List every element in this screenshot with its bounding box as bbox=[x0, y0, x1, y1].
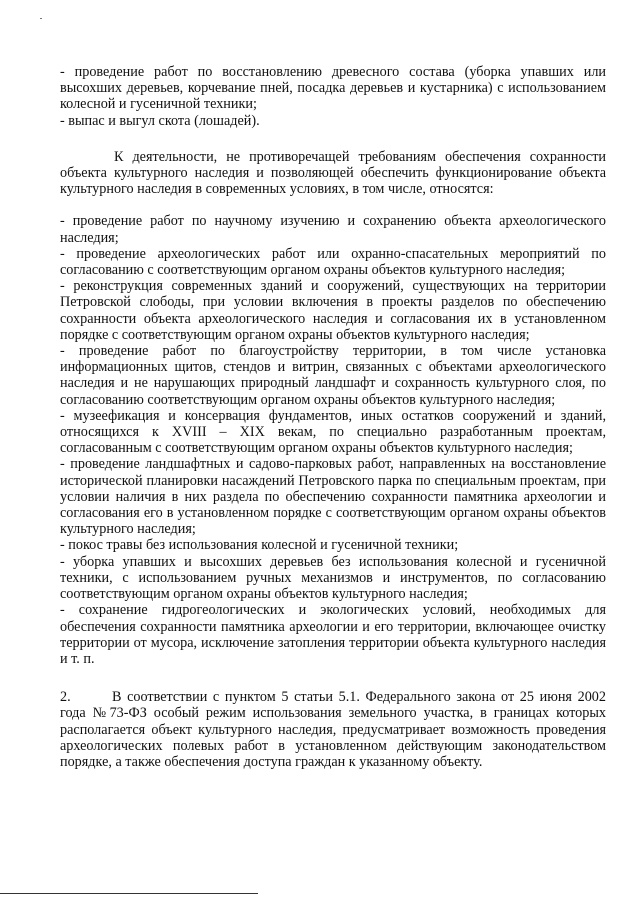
list-item: - реконструкция современных зданий и сооружений, существующих на территории Петровской слободы, при условии включения в проекты разделов по обеспечению сохранности объекта археологического наследия и согласования их в установленном порядке с соответствующим органом охраны объектов культурного наследия; bbox=[60, 278, 606, 343]
list-item: - покос травы без использования колесной и гусеничной техники; bbox=[60, 537, 459, 554]
section-2-paragraph bbox=[60, 689, 606, 770]
footer-rule bbox=[0, 893, 258, 894]
document-body bbox=[60, 64, 606, 770]
list-item: - уборка упавших и высохших деревьев без использования колесной и гусеничной техники, с использованием ручных механизмов и инструментов, по согласованию соответствующим органом охраны объектов культурного наследия; bbox=[60, 553, 606, 603]
scan-speck bbox=[40, 18, 42, 19]
list-item: - проведение ландшафтных и садово-парковых работ, направленных на восстановление исторической планировки насаждений Петровского парка по специальным проектам, при условии наличия в них раздела по обеспечению сохранности памятника археологии и согласования его в установленном порядке с соответствующим органом охраны объектов культурного наследия; bbox=[60, 456, 606, 538]
list-item: - музеефикация и консервация фундаментов, иных остатков сооружений и зданий, относящихся к XVIII – XIX векам, по специально разработанным проектам, согласованным с соответствующим органом охраны объектов культурного наследия; bbox=[60, 407, 606, 457]
list-item: - проведение работ по научному изучению и сохранению объекта археологического наследия; bbox=[60, 213, 606, 246]
list-item: - проведение работ по благоустройству территории, в том числе установка информационных щитов, стендов и витрин, связанных с объектами археологического наследия и не нарушающих природный ландшафт и сохранность культурного слоя, по согласованию соответствующим органом охраны объектов культурного наследия; bbox=[60, 343, 606, 408]
list-item: - выпас и выгул скота (лошадей). bbox=[60, 112, 260, 129]
section-text: В соответствии с пунктом 5 статьи 5.1. Федерального закона от 25 июня 2002 года №73-ФЗ особый режим использования земельного участка, в границах которых располагается объект культурного наследия, предусматривает возможность проведения археологических полевых работ в установленном действующим законодательством порядке, а также обеспечения доступа граждан к указанному объекту. bbox=[60, 689, 606, 770]
intro-paragraph: К деятельности, не противоречащей требованиям обеспечения сохранности объекта культурного наследия и позволяющей обеспечить функционирование объекта культурного наследия в современных условиях, в том числе, относятся: bbox=[60, 148, 606, 198]
list-item: - сохранение гидрогеологических и экологических условий, необходимых для обеспечения сохранности памятника археологии и его территории, включающее очистку территории от мусора, исключение затопления территории объекта культурного наследия и т. п. bbox=[60, 602, 606, 667]
list-item: - проведение работ по восстановлению древесного состава (уборка упавших или высохших деревьев, корчевание пней, посадка деревьев и кустарника) с использованием колесной и гусеничной техники; bbox=[60, 64, 606, 113]
list-item: - проведение археологических работ или охранно-спасательных мероприятий по согласованию с соответствующим органом охраны объектов культурного наследия; bbox=[60, 245, 606, 279]
section-number: 2. bbox=[60, 689, 71, 706]
